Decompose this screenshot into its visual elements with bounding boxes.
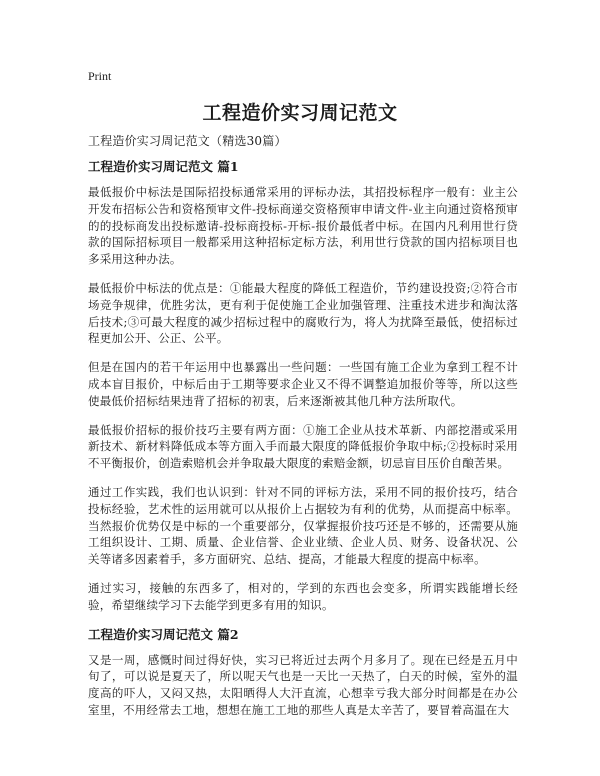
page-title: 工程造价实习周记范文 bbox=[202, 102, 398, 124]
document-body bbox=[88, 158, 518, 731]
paragraph: 但是在国内的若干年运用中也暴露出一些问题：一些国有施工企业为拿到工程不计成本盲目报价，中标后由于工期等要求企业又不得不调整追加报价等等，所以这些使最低价招标结果违背了招标的初衷，后来逐渐被其他几种方法所取代。 bbox=[88, 360, 518, 408]
paragraph: 通过实习，接触的东西多了，相对的，学到的东西也会变多，所谓实践能增长经验，希望继续学习下去能学到更多有用的知识。 bbox=[88, 580, 518, 612]
section-heading: 工程造价实习周记范文 篇2 bbox=[88, 626, 239, 642]
section-1 bbox=[88, 158, 518, 614]
paragraph: 最低报价中标法是国际招投标通常采用的评标办法，其招投标程序一般有：业主公开发布招标公告和资格预审文件-投标商递交资格预审申请文件-业主向通过资格预审的的投标商发出投标邀请-投标商投标-开标-报价最低者中标。在国内凡利用世行贷款的国际招标项目一般都采用这种招标定标方法，利用世行贷款的国内招标项目也多采用这种办法。 bbox=[88, 185, 518, 267]
paragraph: 又是一周，感慨时间过得好快，实习已将近过去两个月多月了。现在已经是五月中旬了，可以说是夏天了，所以呢天气也是一天比一天热了，白天的时候，室外的温度高的吓人，又闷又热，太阳晒得人大汗直流，心想幸亏我大部分时间都是在办公室里，不用经常去工地，想想在施工工地的那些人真是太辛苦了，要冒着高温在大 bbox=[88, 652, 518, 717]
document-subtitle: 工程造价实习周记范文（精选30篇） bbox=[88, 134, 287, 148]
paragraph: 最低报价招标的报价技巧主要有两方面：①施工企业从技术革新、内部挖潜或采用新技术、新材料降低成本等方面入手而最大限度的降低报价争取中标;②投标时采用不平衡报价，创造索赔机会并争取最大限度的索赔金额，切忌盲目压价自酿苦果。 bbox=[88, 422, 518, 471]
paragraph: 通过工作实践，我们也认识到：针对不同的评标方法，采用不同的报价技巧，结合投标经验，艺术性的运用就可以从报价上占据较为有利的优势，从而提高中标率。当然报价优势仅是中标的一个重要部分，仅掌握报价技巧还是不够的，还需要从施工组织设计、工期、质量、企业信誉、企业业绩、企业人员、财务、设备状况、公关等诸多因素着手，多方面研究、总结、提高，才能最大程度的提高中标率。 bbox=[88, 484, 518, 567]
section-2 bbox=[88, 626, 518, 719]
section-heading: 工程造价实习周记范文 篇1 bbox=[88, 159, 239, 174]
paragraph: 最低报价中标法的优点是：①能最大程度的降低工程造价，节约建设投资;②符合市场竞争规律，优胜劣汰，更有利于促使施工企业加强管理、注重技术进步和淘汰落后技术;③可最大程度的减少招标过程中的腐败行为，将人为扰降至最低，使招标过程更加公开、公正、公平。 bbox=[88, 280, 518, 346]
print-link[interactable]: Print bbox=[88, 69, 112, 83]
